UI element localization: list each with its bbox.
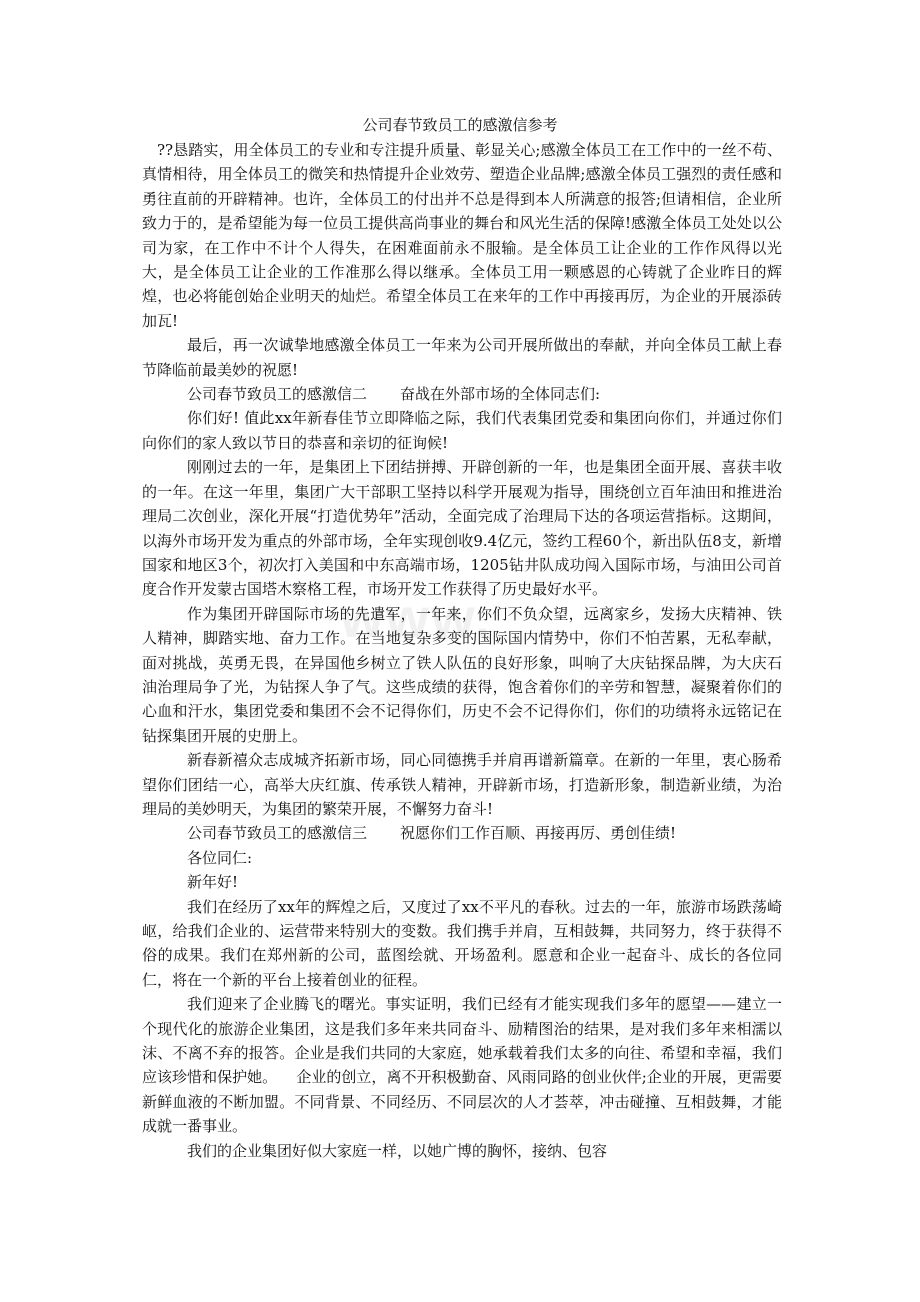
salutation: 奋战在外部市场的全体同志们: bbox=[400, 385, 601, 404]
paragraph: 你们好! 值此xx年新春佳节立即降临之际，我们代表集团党委和集团向你们，并通过你们向你们的家人致以节日的恭喜和亲切的征询候! bbox=[142, 409, 782, 452]
paragraph: 我们的企业集团好似大家庭一样，以她广博的胸怀，接纳、包容 bbox=[187, 1141, 608, 1160]
paragraph: 作为集团开辟国际市场的先遣军，一年来，你们不负众望，远离家乡，发扬大庆精神、铁人精神，脚踏实地、奋力工作。在当地复杂多变的国际国内情势中，你们不怕苦累，无私奉献，面对挑战，英勇无畏，在异国他乡树立了铁人队伍的良好形象，叫响了大庆钻探品牌，为大庆石油治理局争了光，为钻探人争了气。这些成绩的获得，饱含着你们的辛劳和智慧，凝聚着你们的心血和汗水，集团党委和集团不会不记得你们，历史不会不记得你们，你们的功绩将永远铭记在钻探集团开展的史册上。 bbox=[142, 604, 782, 745]
paragraph-part: 我们迎来了企业腾飞的曙光。事实证明，我们已经有才能实现我们多年的愿望——建立一个现代化的旅游企业集团，这是我们多年来共同奋斗、励精图治的结果，是对我们多年来相濡以沫、不离不弃的报答。企业是我们共同的大家庭，她承载着我们太多的向往、希望和幸福，我们应该珍惜和保护她。 bbox=[142, 995, 782, 1087]
section-heading: 公司春节致员工的感激信二 bbox=[187, 385, 368, 404]
paragraph bbox=[142, 382, 782, 406]
document-title: 公司春节致员工的感激信参考 bbox=[362, 116, 558, 134]
paragraph: ??恳踏实，用全体员工的专业和专注提升质量、彰显关心;感激全体员工在工作中的一丝不苟、真情相待，用全体员工的微笑和热情提升企业效劳、塑造企业品牌;感激全体员工强烈的责任感和勇往直前的开辟精神。也许，全体员工的付出并不总是得到本人所满意的报答;但请相信，企业所致力于的，是希望能为每一位员工提供高尚事业的舞台和风光生活的保障!感激全体员工处处以公司为家，在工作中不计个人得失，在困难面前永不服输。是全体员工让企业的工作作风得以光大，是全体员工让企业的工作准那么得以继承。全体员工用一颗感恩的心铸就了企业昨日的辉煌，也必将能创始企业明天的灿烂。希望全体员工在来年的工作中再接再厉，为企业的开展添砖加瓦! bbox=[142, 141, 782, 330]
greeting: 新年好! bbox=[187, 873, 239, 892]
watermark: www. bbox=[340, 586, 493, 649]
paragraph bbox=[142, 992, 782, 1138]
salutation: 各位同仁: bbox=[187, 848, 253, 867]
paragraph: 最后，再一次诚挚地感激全体员工一年来为公司开展所做出的奉献，并向全体员工献上春节降临前最美妙的祝愿! bbox=[142, 336, 782, 379]
paragraph: 我们在经历了xx年的辉煌之后，又度过了xx不平凡的春秋。过去的一年，旅游市场跌荡崎岖，给我们企业的、运营带来特别大的变数。我们携手并肩，互相鼓舞，共同努力，终于获得不俗的成果。我们在郑州新的公司，蓝图绘就、开场盈利。愿意和企业一起奋斗、成长的各位同仁，将在一个新的平台上接着创业的征程。 bbox=[142, 897, 782, 989]
paragraph bbox=[142, 821, 782, 845]
wish-line: 祝愿你们工作百顺、再接再厉、勇创佳绩! bbox=[400, 824, 677, 843]
document-body bbox=[142, 138, 782, 1163]
paragraph-part: 企业的创立，离不开积极勤奋、风雨同路的创业伙伴;企业的开展，更需要新鲜血液的不断加盟。不同背景、不同经历、不同层次的人才荟萃，冲击碰撞、互相鼓舞，才能成就一番事业。 bbox=[142, 1068, 782, 1136]
paragraph: 新春新禧众志成城齐拓新市场，同心同德携手并肩再谱新篇章。在新的一年里，衷心肠希望你们团结一心，高举大庆红旗、传承铁人精神，开辟新市场，打造新形象，制造新业绩，为治理局的美妙明天，为集团的繁荣开展，不懈努力奋斗! bbox=[142, 751, 782, 818]
section-heading: 公司春节致员工的感激信三 bbox=[187, 824, 368, 843]
paragraph: 刚刚过去的一年，是集团上下团结拼搏、开辟创新的一年，也是集团全面开展、喜获丰收的一年。在这一年里，集团广大干部职工坚持以科学开展观为指导，围绕创立百年油田和推进治理局二次创业，深化开展“打造优势年”活动，全面完成了治理局下达的各项运营指标。这期间，以海外市场开发为重点的外部市场，全年实现创收9.4亿元，签约工程60个，新出队伍8支，新增国家和地区3个，初次打入美国和中东高端市场，1205钻井队成功闯入国际市场，与油田公司首度合作开发蒙古国塔木察格工程，市场开发工作获得了历史最好水平。 bbox=[142, 458, 782, 599]
